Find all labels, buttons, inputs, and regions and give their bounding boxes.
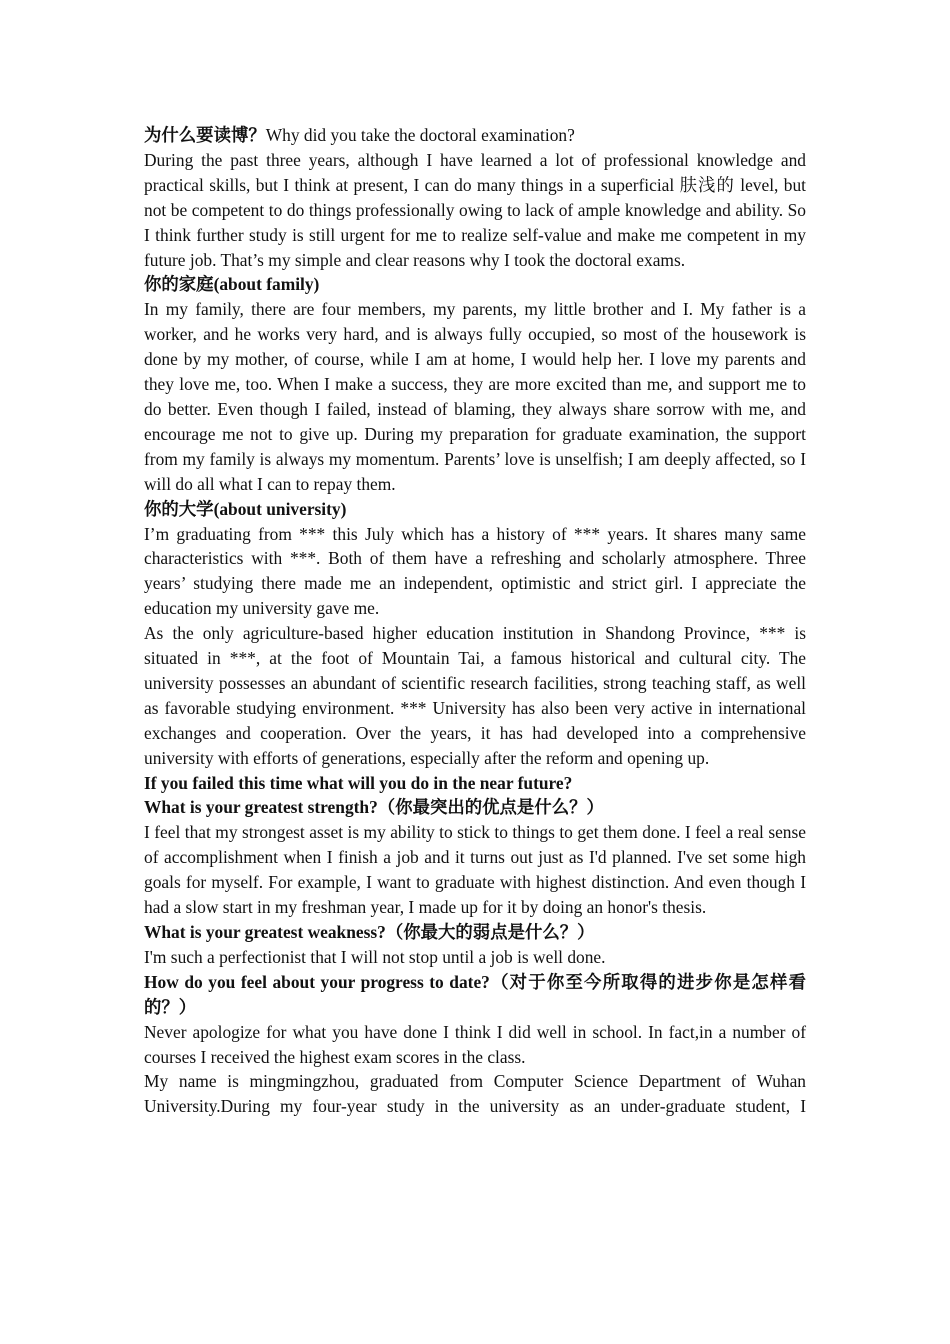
answer-greatest-strength: I feel that my strongest asset is my ability to stick to things to get them done. I feel a real sense of accomplishment when I finish a job and it turns out just as I'd planned. I've set some high goals for myself. For example, I want to graduate with highest distinction. And even though I had a slow start in my freshman year, I made up for it by doing an honor's thesis. — [144, 822, 806, 918]
answer-why-doctoral: During the past three years, although I have learned a lot of professional knowledge and practical skills, but I think at present, I can do many things in a superficial 肤浅的 level, but not be competent to do things professionally owing to lack of ample knowledge and ability. So I think further study is still urgent for me to realize self-value and make me competent in my future job. That’s my simple and clear reasons why I took the doctoral exams. — [144, 149, 806, 270]
heading-progress-to-date: How do you feel about your progress to date?（对于你至今所取得的进步你是怎样看的？） — [144, 971, 806, 1017]
heading-about-university: 你的大学(about university) — [144, 498, 347, 519]
answer-about-family: In my family, there are four members, my parents, my little brother and I. My father is a worker, and he works very hard, and is always fully occupied, so most of the housework is done by my mother, of course, while I am at home, I would help her. I love my parents and they love me, too. When I make a success, they are more excited than me, and support me to do better. Even though I failed, instead of blaming, they always share sorrow with me, and encourage me not to give up. During my preparation for graduate examination, the support from my family is always my momentum. Parents’ love is unselfish; I am deeply affected, so I will do all what I can to repay them. — [144, 299, 806, 494]
answer-greatest-weakness: I'm such a perfectionist that I will not stop until a job is well done. — [144, 946, 606, 967]
self-introduction-paragraph: My name is mingmingzhou, graduated from Computer Science Department of Wuhan University.During my four-year study in the university as an under-graduate student, I — [144, 1071, 806, 1117]
answer-about-university-2: As the only agriculture-based higher education institution in Shandong Province, *** is situated in ***, at the foot of Mountain Tai, a famous historical and cultural city. The university possesses an abundant of scientific research facilities, strong teaching staff, as well as favorable studying environment. *** University has also been very active in international exchanges and cooperation. Over the years, it has had developed into a comprehensive university with efforts of generations, especially after the reform and opening up. — [144, 623, 806, 768]
document-page — [144, 123, 806, 1119]
heading-if-failed: If you failed this time what will you do in the near future? — [144, 772, 573, 793]
heading-why-doctoral-cn: 为什么要读博？ — [144, 125, 266, 145]
heading-why-doctoral — [144, 123, 806, 148]
answer-progress-to-date: Never apologize for what you have done I think I did well in school. In fact,in a number of courses I received the highest exam scores in the class. — [144, 1021, 806, 1067]
answer-about-university-1: I’m graduating from *** this July which has a history of *** years. It shares many same characteristics with ***. Both of them have a refreshing and scholarly atmosphere. Three years’ studying there made me an independent, optimistic and strict girl. I appreciate the education my university gave me. — [144, 523, 806, 619]
heading-about-family: 你的家庭(about family) — [144, 274, 320, 295]
heading-greatest-weakness: What is your greatest weakness?（你最大的弱点是什么？） — [144, 922, 595, 942]
heading-why-doctoral-en: Why did you take the doctoral examination? — [265, 125, 575, 145]
heading-greatest-strength: What is your greatest strength?（你最突出的优点是什么？） — [144, 797, 604, 818]
